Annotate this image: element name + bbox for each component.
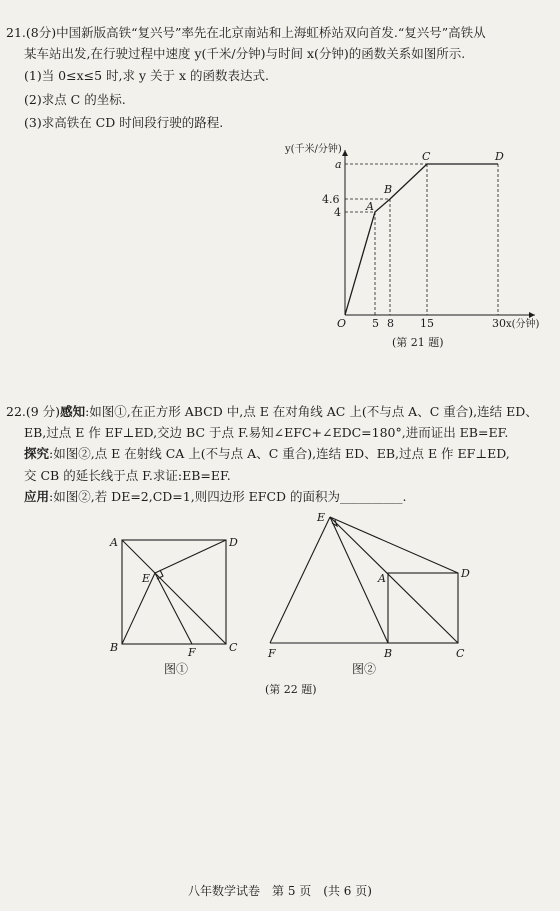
x-tick-5: 5 bbox=[372, 317, 379, 330]
svg-text:C: C bbox=[456, 647, 465, 660]
point-c-label: C bbox=[422, 150, 431, 163]
q22-line2: EB,过点 E 作 EF⊥ED,交边 BC 于点 F.易知∠EFC+∠EDC=180°,进而证出 EB=EF. bbox=[24, 425, 509, 440]
svg-text:B: B bbox=[384, 647, 393, 660]
q22-figure-2 bbox=[255, 505, 480, 665]
point-b-label: B bbox=[384, 183, 393, 196]
q22-line1-text: :如图①,在正方形 ABCD 中,点 E 在对角线 AC 上(不与点 A、C 重合),连结 ED、 bbox=[85, 404, 538, 419]
q22-number: 22.(9 分) bbox=[6, 404, 61, 419]
svg-text:E: E bbox=[317, 511, 326, 524]
q21-part3: (3)求高铁在 CD 时间段行驶的路程. bbox=[24, 115, 224, 130]
svg-text:C: C bbox=[229, 641, 238, 654]
y-tick-4-6: 4.6 bbox=[322, 193, 340, 206]
figure-1-label: 图① bbox=[164, 662, 189, 676]
q21-caption: (第 21 题) bbox=[392, 336, 444, 349]
q22-line3-text: :如图②,点 E 在射线 CA 上(不与点 A、C 重合),连结 ED、EB,过点 E 作 EF⊥ED, bbox=[49, 446, 510, 461]
q21-part1: (1)当 0≤x≤5 时,求 y 关于 x 的函数表达式. bbox=[24, 68, 270, 83]
origin-label: O bbox=[337, 317, 347, 330]
q22-line5-text: :如图②,若 DE=2,CD=1,则四边形 EFCD 的面积为__________. bbox=[49, 489, 407, 504]
q22-label-perceive: 感知 bbox=[60, 404, 86, 419]
velocity-polyline bbox=[345, 164, 498, 315]
x-axis-label: x(分钟) bbox=[506, 319, 540, 330]
segment-ef bbox=[155, 573, 192, 644]
point-a-label: A bbox=[366, 200, 374, 213]
svg-text:A: A bbox=[378, 572, 386, 585]
q22-line3 bbox=[24, 445, 510, 463]
diagonal-ac bbox=[122, 540, 226, 644]
segment-ef-2 bbox=[270, 517, 330, 643]
y-tick-a: a bbox=[335, 158, 342, 171]
segment-eb bbox=[122, 573, 155, 644]
page-footer: 八年数学试卷 第 5 页 (共 6 页) bbox=[188, 884, 372, 898]
figure-2-label: 图② bbox=[352, 662, 377, 676]
q22-line5 bbox=[24, 488, 407, 506]
x-tick-8: 8 bbox=[387, 317, 394, 330]
segment-ed-2 bbox=[330, 517, 458, 573]
svg-text:E: E bbox=[142, 572, 151, 585]
svg-text:F: F bbox=[188, 646, 196, 659]
x-tick-30: 30 bbox=[492, 317, 506, 330]
q22-label-apply: 应用 bbox=[24, 489, 50, 504]
point-d-label: D bbox=[495, 150, 504, 163]
q21-velocity-graph bbox=[270, 135, 560, 335]
y-axis-label: y(千米/分钟) bbox=[285, 144, 342, 155]
x-tick-15: 15 bbox=[420, 317, 434, 330]
q21-part2: (2)求点 C 的坐标. bbox=[24, 92, 126, 107]
q22-line1 bbox=[6, 403, 538, 421]
segment-ed bbox=[155, 540, 226, 573]
q21-line1: 21.(8分)中国新版高铁“复兴号”率先在北京南站和上海虹桥站双向首发.“复兴号”高铁从 bbox=[6, 25, 486, 40]
q22-label-explore: 探究 bbox=[24, 446, 50, 461]
q22-caption: (第 22 题) bbox=[265, 683, 317, 696]
q21-line2: 某车站出发,在行驶过程中速度 y(千米/分钟)与时间 x(分钟)的函数关系如图所示. bbox=[24, 46, 466, 61]
ray-ca bbox=[330, 517, 458, 643]
svg-text:A: A bbox=[110, 536, 118, 549]
svg-text:B: B bbox=[110, 641, 119, 654]
svg-text:D: D bbox=[229, 536, 238, 549]
y-tick-4: 4 bbox=[334, 206, 341, 219]
svg-text:D: D bbox=[461, 567, 470, 580]
svg-text:F: F bbox=[268, 647, 276, 660]
q22-line4: 交 CB 的延长线于点 F.求证:EB=EF. bbox=[24, 468, 231, 483]
